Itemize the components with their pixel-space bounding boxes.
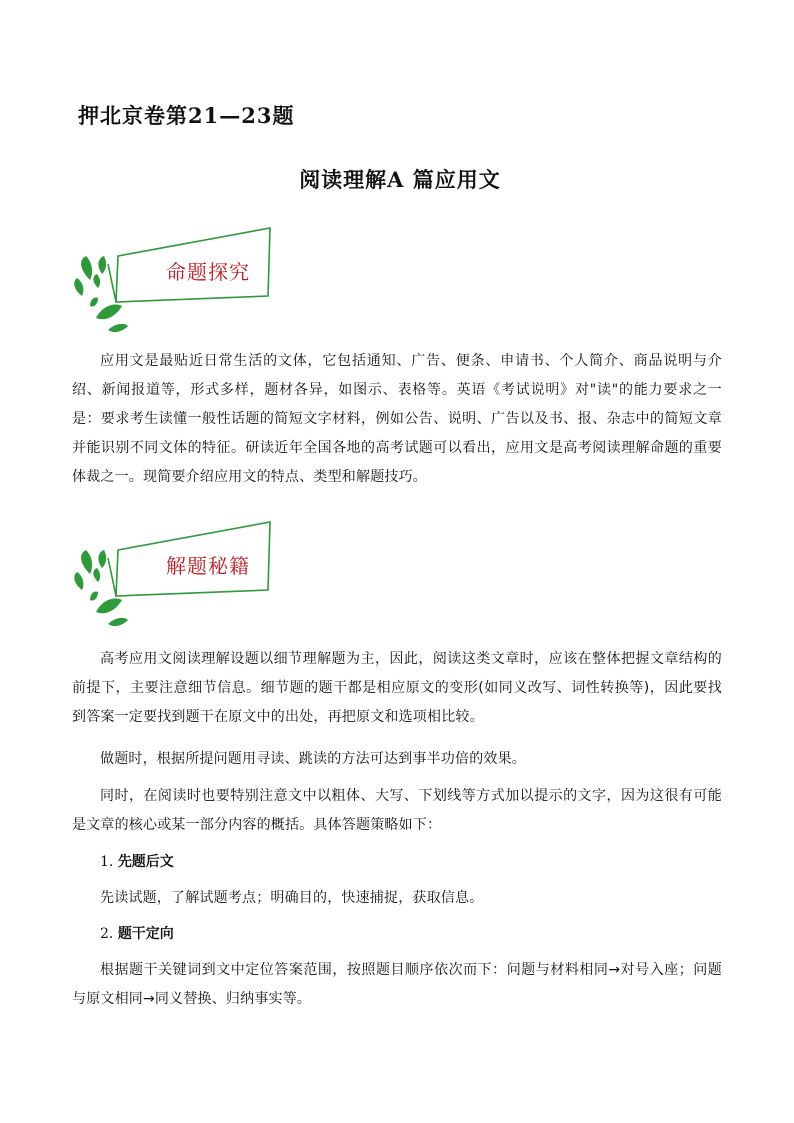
list-item-heading-1 bbox=[100, 848, 174, 877]
section-banner-jieti bbox=[68, 520, 288, 632]
section-banner-mingti bbox=[68, 226, 288, 338]
page-subtitle: 阅读理解A 篇应用文 bbox=[299, 167, 501, 192]
list-number: 1. bbox=[100, 854, 114, 870]
list-item-heading-2 bbox=[100, 920, 174, 949]
strategy-paragraph-3: 同时，在阅读时也要特别注意文中以粗体、大写、下划线等方式加以提示的文字，因为这很有可能是文章的核心或某一部分内容的概括。具体答题策略如下： bbox=[72, 788, 722, 833]
strategy-paragraph-2: 做题时，根据所提问题用寻读、跳读的方法可达到事半功倍的效果。 bbox=[100, 751, 526, 767]
banner-title: 解题秘籍 bbox=[166, 554, 250, 578]
list-item-text-2: 根据题干关键词到文中定位答案范围，按照题目顺序依次而下：问题与材料相同→对号入座；问题与原文相同→同义替换、归纳事实等。 bbox=[72, 962, 722, 1007]
list-number: 2. bbox=[100, 926, 114, 942]
list-item-text-1: 先读试题，了解试题考点；明确目的，快速捕捉，获取信息。 bbox=[100, 890, 484, 906]
page-title: 押北京卷第21—23题 bbox=[78, 103, 295, 128]
list-title: 先题后文 bbox=[117, 854, 174, 870]
banner-title: 命题探究 bbox=[166, 260, 250, 284]
list-title: 题干定向 bbox=[117, 926, 174, 942]
strategy-paragraph-1: 高考应用文阅读理解设题以细节理解题为主，因此，阅读这类文章时，应该在整体把握文章结构的前提下，主要注意细节信息。细节题的题干都是相应原文的变形(如同义改写、词性转换等)，因此要找到答案一定要找到题干在原文中的出处，再把原文和选项相比较。 bbox=[72, 651, 722, 725]
intro-paragraph: 应用文是最贴近日常生活的文体，它包括通知、广告、便条、申请书、个人简介、商品说明与介绍、新闻报道等，形式多样，题材各异，如图示、表格等。英语《考试说明》对"读"的能力要求之一是：要求考生读懂一般性话题的简短文字材料，例如公告、说明、广告以及书、报、杂志中的简短文章并能识别不同文体的特征。研读近年全国各地的高考试题可以看出，应用文是高考阅读理解命题的重要体裁之一。现简要介绍应用文的特点、类型和解题技巧。 bbox=[72, 353, 722, 485]
